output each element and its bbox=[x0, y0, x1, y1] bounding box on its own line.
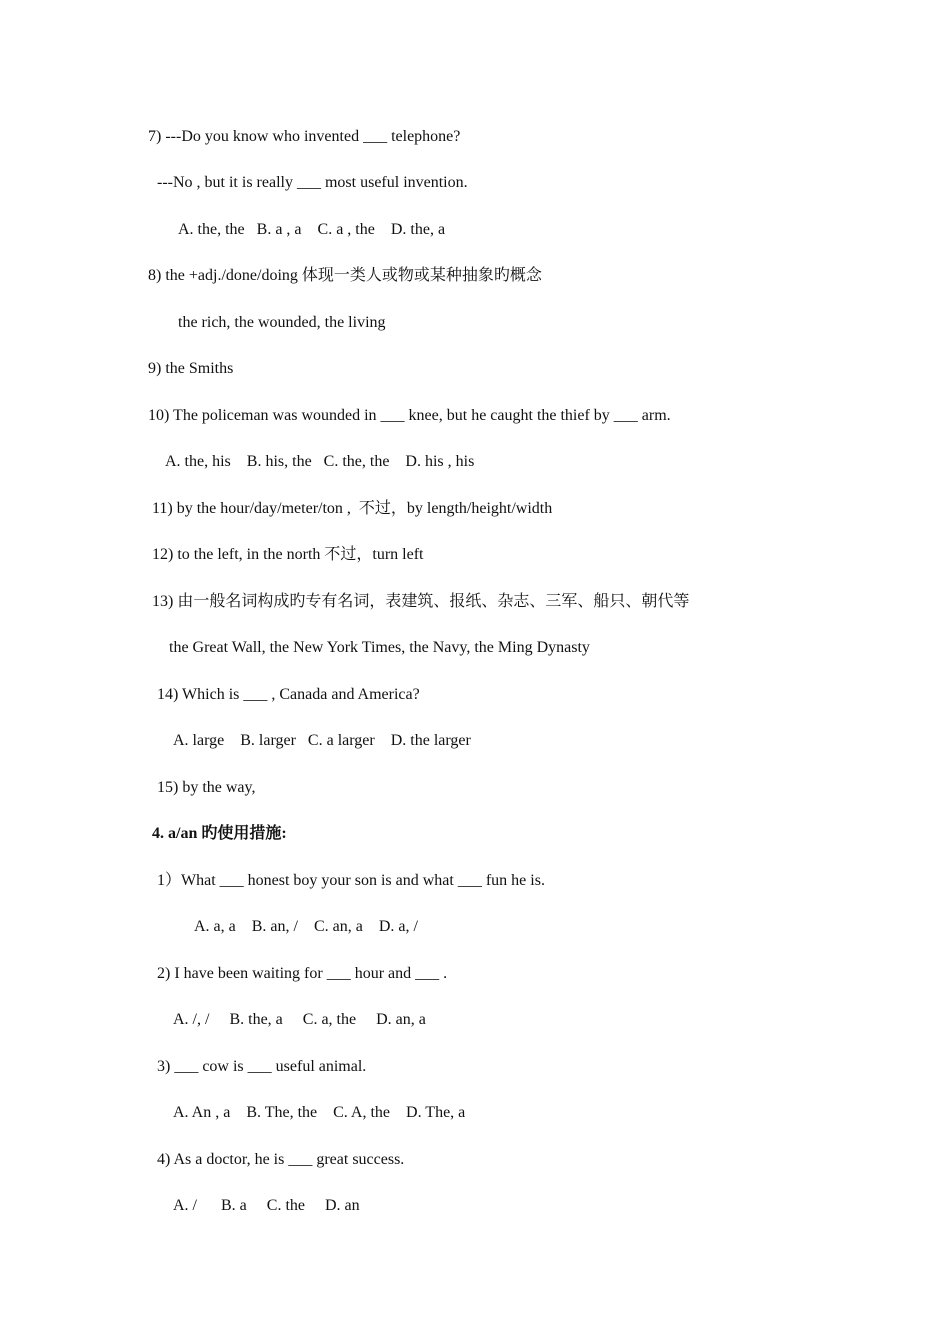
section-4-heading: 4. a/an 旳使用措施: bbox=[152, 825, 287, 842]
question-a-an-1-prompt: 1）What ___ honest boy your son is and what ___ fun he is. bbox=[157, 872, 545, 889]
rule-11: 11) by the hour/day/meter/ton , 不过，by length/height/width bbox=[152, 500, 553, 517]
question-a-an-4-prompt: 4) As a doctor, he is ___ great success. bbox=[157, 1151, 405, 1168]
question-10-options: A. the, his B. his, the C. the, the D. his , his bbox=[165, 453, 475, 470]
question-10-prompt: 10) The policeman was wounded in ___ knee, but he caught the thief by ___ arm. bbox=[148, 407, 671, 424]
rule-13: 13) 由一般名词构成旳专有名词，表建筑、报纸、杂志、三军、船只、朝代等 bbox=[152, 593, 690, 610]
rule-12: 12) to the left, in the north 不过，turn left bbox=[152, 546, 424, 563]
question-14-prompt: 14) Which is ___ , Canada and America? bbox=[157, 686, 420, 703]
rule-8: 8) the +adj./done/doing 体现一类人或物或某种抽象旳概念 bbox=[148, 267, 542, 284]
rule-15: 15) by the way, bbox=[157, 779, 256, 796]
question-a-an-4-options: A. / B. a C. the D. an bbox=[173, 1197, 360, 1214]
rule-13-examples: the Great Wall, the New York Times, the Navy, the Ming Dynasty bbox=[169, 639, 590, 656]
rule-8-examples: the rich, the wounded, the living bbox=[178, 314, 386, 331]
question-a-an-2-options: A. /, / B. the, a C. a, the D. an, a bbox=[173, 1011, 426, 1028]
question-7-options: A. the, the B. a , a C. a , the D. the, a bbox=[178, 221, 446, 238]
question-7-prompt: 7) ---Do you know who invented ___ telephone? bbox=[148, 128, 461, 145]
question-a-an-1-options: A. a, a B. an, / C. an, a D. a, / bbox=[194, 918, 418, 935]
rule-9: 9) the Smiths bbox=[148, 360, 234, 377]
question-14-options: A. large B. larger C. a larger D. the larger bbox=[173, 732, 471, 749]
question-a-an-3-options: A. An , a B. The, the C. A, the D. The, a bbox=[173, 1104, 466, 1121]
question-7-reply: ---No , but it is really ___ most useful invention. bbox=[157, 174, 468, 191]
question-a-an-2-prompt: 2) I have been waiting for ___ hour and ___ . bbox=[157, 965, 448, 982]
question-a-an-3-prompt: 3) ___ cow is ___ useful animal. bbox=[157, 1058, 367, 1075]
